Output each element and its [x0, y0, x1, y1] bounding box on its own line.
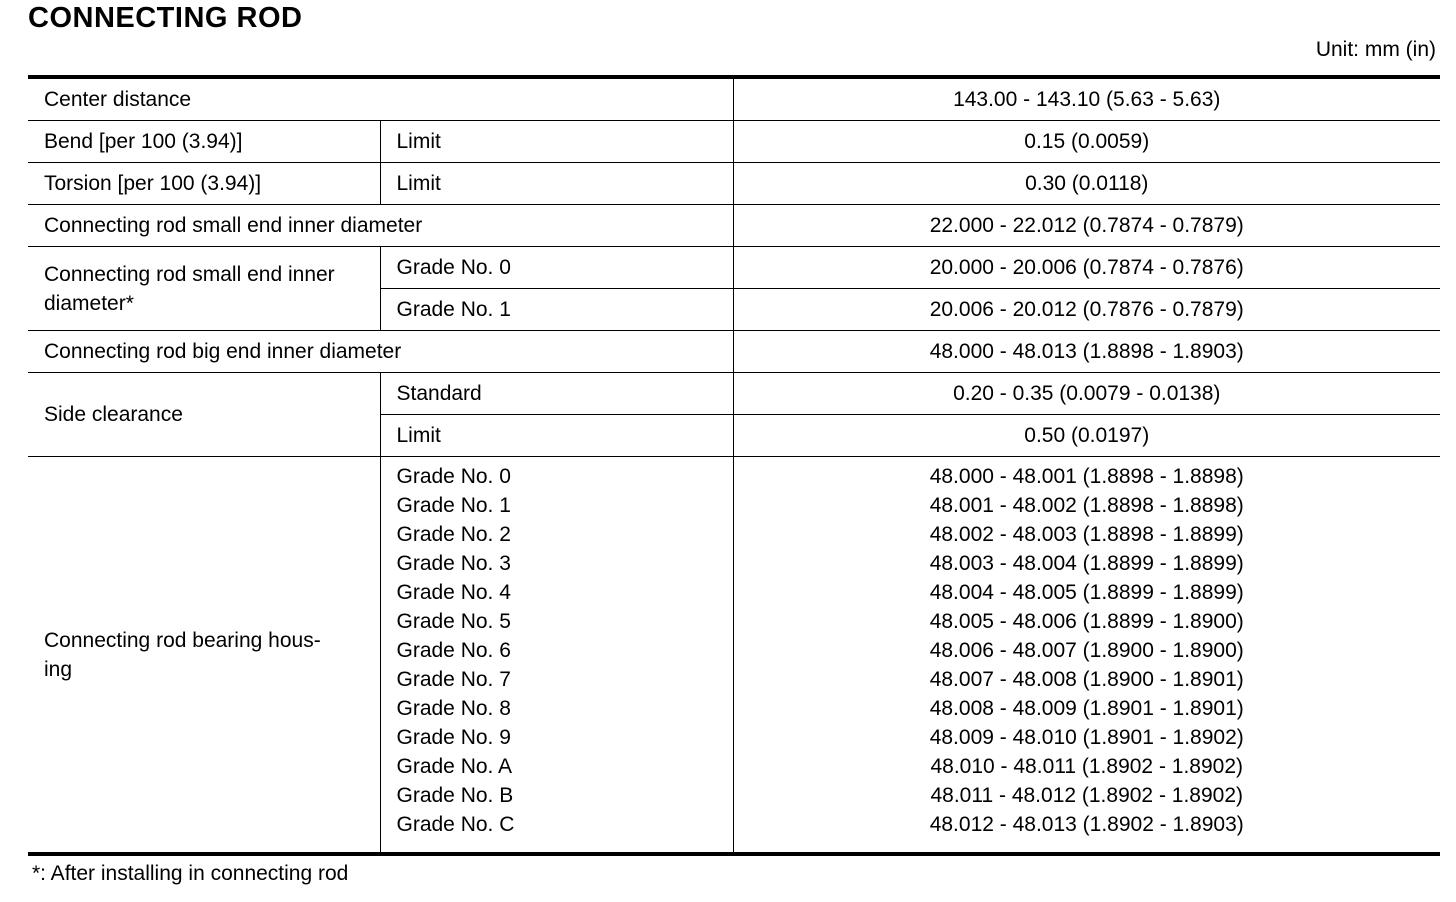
- grade-label: Grade No. 7: [396, 668, 511, 691]
- param-line: diameter*: [44, 291, 134, 315]
- grade-label: Grade No. 2: [396, 523, 511, 546]
- sub-cell: Limit: [380, 415, 733, 457]
- page-title: CONNECTING ROD: [28, 2, 303, 34]
- param-cell: Connecting rod small end inner diameter: [28, 205, 733, 247]
- grade-value: 48.010 - 48.011 (1.8902 - 1.8902): [930, 755, 1243, 778]
- sub-cell: Limit: [380, 163, 733, 205]
- grade-label: Grade No. C: [396, 813, 515, 836]
- sub-cell: Grade No. 0: [380, 247, 733, 289]
- grade-label: Grade No. B: [396, 784, 514, 807]
- table-row: [28, 247, 1440, 289]
- param-cell: Torsion [per 100 (3.94)]: [28, 163, 380, 205]
- param-cell: [28, 457, 380, 855]
- grade-value: 48.011 - 48.012 (1.8902 - 1.8902): [930, 784, 1243, 807]
- grade-label: Grade No. A: [396, 755, 513, 778]
- grade-label: Grade No. 5: [396, 610, 511, 633]
- grade-value: 48.004 - 48.005 (1.8899 - 1.8899): [929, 581, 1244, 604]
- grade-label: Grade No. 0: [396, 465, 511, 488]
- param-line: Connecting rod small end inner: [44, 262, 335, 286]
- grade-value: 48.003 - 48.004 (1.8899 - 1.8899): [929, 552, 1244, 575]
- table-row: [28, 205, 1440, 247]
- grade-value-list: [733, 457, 1440, 855]
- grade-value: 48.001 - 48.002 (1.8898 - 1.8898): [929, 494, 1244, 517]
- param-cell: [28, 247, 380, 331]
- grade-value: 48.002 - 48.003 (1.8898 - 1.8899): [929, 523, 1244, 546]
- value-cell: 20.006 - 20.012 (0.7876 - 0.7879): [733, 289, 1440, 331]
- grade-label: Grade No. 1: [396, 494, 511, 517]
- sub-cell: Grade No. 1: [380, 289, 733, 331]
- table-row: [28, 121, 1440, 163]
- value-cell: 0.30 (0.0118): [733, 163, 1440, 205]
- param-line: Connecting rod bearing hous-: [44, 628, 321, 652]
- table-row: [28, 457, 1440, 855]
- grade-value: 48.005 - 48.006 (1.8899 - 1.8900): [929, 610, 1244, 633]
- grade-value: 48.008 - 48.009 (1.8901 - 1.8901): [929, 697, 1244, 720]
- footnote: *: After installing in connecting rod: [32, 862, 349, 885]
- value-cell: 0.50 (0.0197): [733, 415, 1440, 457]
- param-cell: Center distance: [28, 77, 733, 121]
- table-row: [28, 331, 1440, 373]
- value-cell: 143.00 - 143.10 (5.63 - 5.63): [733, 77, 1440, 121]
- grade-label: Grade No. 4: [396, 581, 511, 604]
- value-cell: 48.000 - 48.013 (1.8898 - 1.8903): [733, 331, 1440, 373]
- spec-table: [28, 75, 1440, 856]
- table-row: [28, 373, 1440, 415]
- value-cell: 0.15 (0.0059): [733, 121, 1440, 163]
- param-cell: Side clearance: [28, 373, 380, 457]
- grade-label-list: [380, 457, 733, 855]
- table-row: [28, 163, 1440, 205]
- value-cell: 0.20 - 0.35 (0.0079 - 0.0138): [733, 373, 1440, 415]
- grade-label: Grade No. 3: [396, 552, 511, 575]
- grade-value: 48.006 - 48.007 (1.8900 - 1.8900): [929, 639, 1244, 662]
- param-cell: Bend [per 100 (3.94)]: [28, 121, 380, 163]
- grade-value: 48.007 - 48.008 (1.8900 - 1.8901): [929, 668, 1244, 691]
- sub-cell: Limit: [380, 121, 733, 163]
- value-cell: 20.000 - 20.006 (0.7874 - 0.7876): [733, 247, 1440, 289]
- grade-value: 48.000 - 48.001 (1.8898 - 1.8898): [929, 465, 1244, 488]
- grade-label: Grade No. 9: [396, 726, 511, 749]
- grade-value: 48.012 - 48.013 (1.8902 - 1.8903): [929, 813, 1244, 836]
- grade-label: Grade No. 8: [396, 697, 511, 720]
- param-cell: Connecting rod big end inner diameter: [28, 331, 733, 373]
- param-line: ing: [44, 657, 73, 681]
- sub-cell: Standard: [380, 373, 733, 415]
- table-row: [28, 77, 1440, 121]
- grade-value: 48.009 - 48.010 (1.8901 - 1.8902): [929, 726, 1244, 749]
- value-cell: 22.000 - 22.012 (0.7874 - 0.7879): [733, 205, 1440, 247]
- unit-label: Unit: mm (in): [1315, 38, 1436, 61]
- grade-label: Grade No. 6: [396, 639, 511, 662]
